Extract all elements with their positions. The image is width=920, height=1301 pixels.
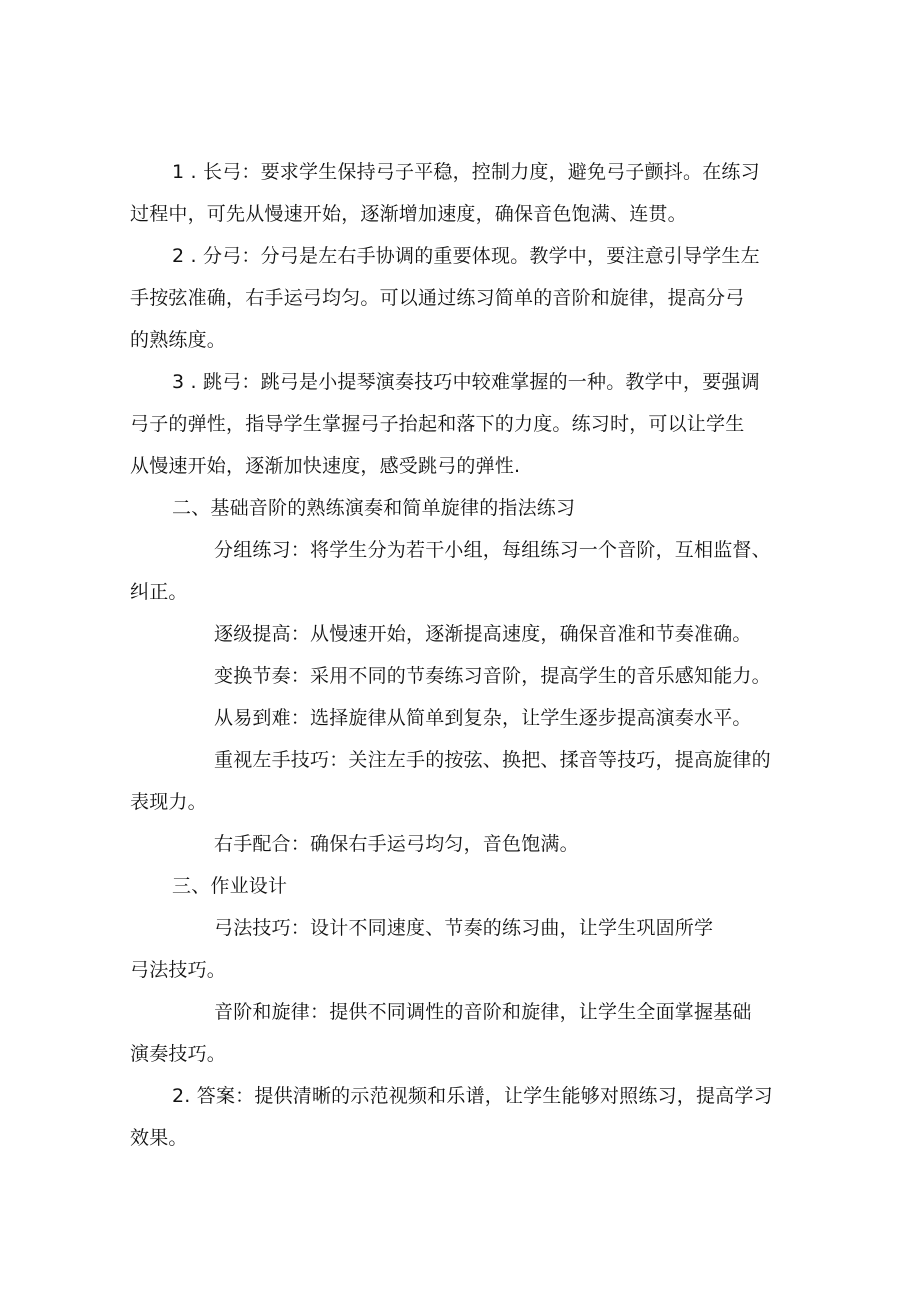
paragraph-line: 变换节奏：采用不同的节奏练习音阶，提高学生的音乐感知能力。 <box>214 665 771 687</box>
paragraph-line: 表现力。 <box>130 791 207 813</box>
paragraph-line: 重视左手技巧：关注左手的按弦、换把、揉音等技巧，提高旋律的 <box>214 749 771 771</box>
paragraph-line: 效果。 <box>130 1127 188 1149</box>
paragraph-line: 音阶和旋律：提供不同调性的音阶和旋律，让学生全面掌握基础 <box>214 1001 752 1023</box>
paragraph-line: 逐级提高：从慢速开始，逐渐提高速度，确保音准和节奏准确。 <box>214 623 752 645</box>
paragraph-line: 过程中，可先从慢速开始，逐渐增加速度，确保音色饱满、连贯。 <box>130 203 687 225</box>
section-heading: 二、基础音阶的熟练演奏和简单旋律的指法练习 <box>172 497 576 519</box>
paragraph-line: 1 . 长弓：要求学生保持弓子平稳，控制力度，避免弓子颤抖。在练习 <box>172 161 760 183</box>
paragraph-line: 2. 答案：提供清晰的示范视频和乐谱，让学生能够对照练习，提高学习 <box>172 1085 773 1107</box>
paragraph-line: 从易到难：选择旋律从简单到复杂，让学生逐步提高演奏水平。 <box>214 707 752 729</box>
paragraph-line: 的熟练度。 <box>130 329 227 351</box>
paragraph-line: 弓法技巧：设计不同速度、节奏的练习曲，让学生巩固所学 <box>214 917 714 939</box>
paragraph-line: 纠正。 <box>130 581 188 603</box>
paragraph-line: 演奏技巧。 <box>130 1043 227 1065</box>
paragraph-line: 弓法技巧。 <box>130 959 227 981</box>
paragraph-line: 从慢速开始，逐渐加快速度，感受跳弓的弹性. <box>130 455 521 477</box>
paragraph-line: 弓子的弹性，指导学生掌握弓子抬起和落下的力度。练习时，可以让学生 <box>130 413 745 435</box>
section-heading: 三、作业设计 <box>172 875 288 897</box>
paragraph-line: 右手配合：确保右手运弓均匀，音色饱满。 <box>214 833 579 855</box>
paragraph-line: 分组练习：将学生分为若干小组，每组练习一个音阶，互相监督、 <box>214 539 771 561</box>
paragraph-line: 2 . 分弓：分弓是左右手协调的重要体现。教学中，要注意引导学生左 <box>172 245 760 267</box>
paragraph-line: 3 . 跳弓：跳弓是小提琴演奏技巧中较难掌握的一种。教学中，要强调 <box>172 371 760 393</box>
paragraph-line: 手按弦准确，右手运弓均匀。可以通过练习简单的音阶和旋律，提高分弓 <box>130 287 745 309</box>
